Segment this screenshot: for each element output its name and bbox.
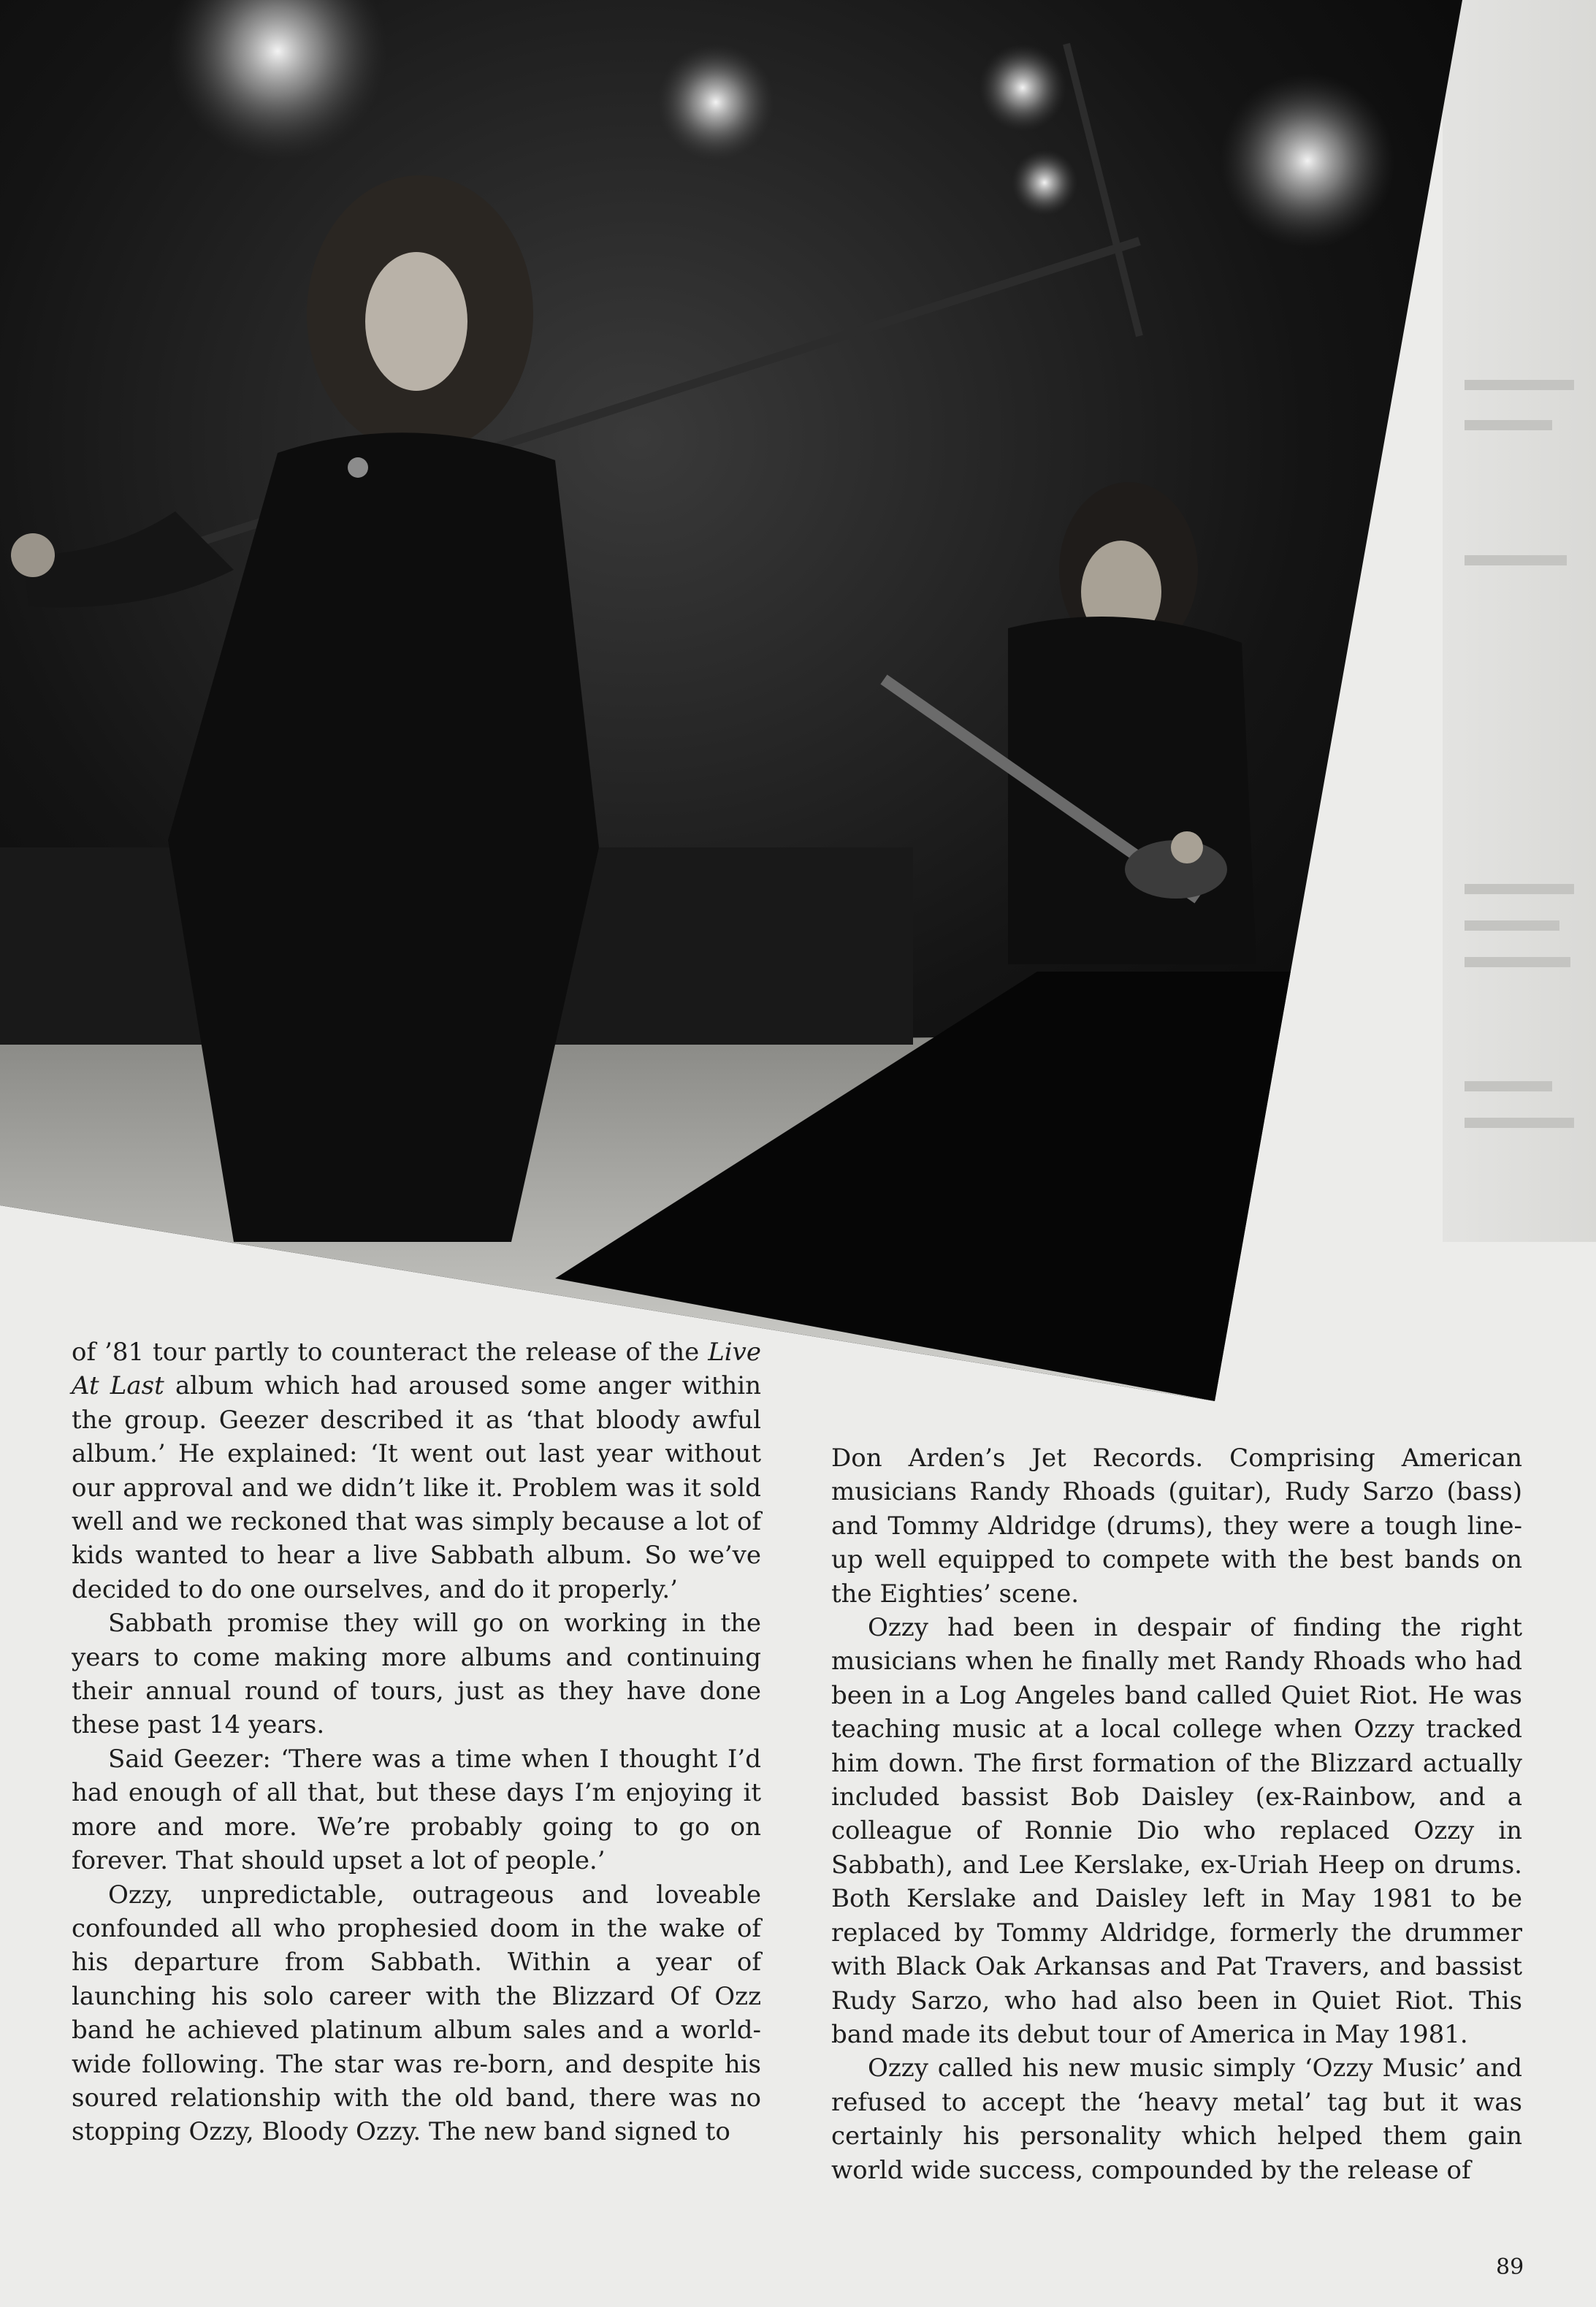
article-left-column (72, 1335, 761, 2149)
right-paragraph-2: Ozzy had been in despair of finding the right musicians when he finally met Randy Rhoads who had been in a Log Angeles band called Quiet Riot. He was teaching music at a local college when Ozzy tracked him down. The first formation of the Blizzard actually included bassist Bob Daisley (ex-Rainbow, and a colleague of Ronnie Dio who replaced Ozzy in Sabbath), and Lee Kerslake, ex-Uriah Heep on drums. Both Kerslake and Daisley left in May 1981 to be replaced by Tommy Aldridge, formerly the drummer with Black Oak Arkansas and Pat Travers, and bassist Rudy Sarzo, who had also been in Quiet Riot. This band made its debut tour of America in May 1981. (831, 1613, 1522, 2049)
spotlight-4 (1012, 150, 1077, 216)
article-right-column (831, 1441, 1522, 2187)
left-paragraph-1-pre: of ’81 tour partly to counteract the release of the (72, 1338, 709, 1367)
left-paragraph-3: Said Geezer: ‘There was a time when I thought I’d had enough of all that, but these days I’m enjoying it more and more. We’re probably going to go on forever. That should upset a lot of people.’ (72, 1744, 761, 1876)
right-paragraph-1: Don Arden’s Jet Records. Comprising American musicians Randy Rhoads (guitar), Rudy Sarzo (bass) and Tommy Aldridge (drums), they were a tough line-up well equipped to compete with the best bands on the Eighties’ scene. (831, 1444, 1522, 1609)
page-number: 89 (1496, 2254, 1524, 2280)
left-paragraph-4: Ozzy, unpredictable, outrageous and loveable confounded all who prophesied doom in the wake of his departure from Sabbath. Within a year of launching his solo career with the Blizzard Of Ozz band he achieved platinum album sales and a world-wide following. The star was re-born, and despite his soured relationship with the old band, there was no stopping Ozzy, Bloody Ozzy. The new band signed to (72, 1880, 761, 2147)
spotlight-5 (1220, 73, 1395, 248)
spotlight-2 (657, 44, 774, 161)
left-paragraph-1 (72, 1335, 761, 1606)
left-paragraph-1-post: album which had aroused some anger within the group. Geezer described it as ‘that bloody awful album.’ He explained: ‘It went out last year without our approval and we didn’t like it. Problem was it sold well and we reckoned that was simply because a lot of kids wanted to hear a live Sabbath album. So we’ve decided to do one ourselves, and do it properly.’ (72, 1371, 761, 1604)
left-paragraph-2: Sabbath promise they will go on working in the years to come making more albums and continuing their annual round of tours, just as they have done these past 14 years. (72, 1609, 761, 1740)
spotlight-3 (979, 44, 1066, 131)
right-paragraph-3: Ozzy called his new music simply ‘Ozzy Music’ and refused to accept the ‘heavy metal’ tag but it was certainly his personality which helped them gain world wide success, compounded by the release of (831, 2054, 1522, 2185)
album-title: Live At Last (72, 1338, 761, 1401)
